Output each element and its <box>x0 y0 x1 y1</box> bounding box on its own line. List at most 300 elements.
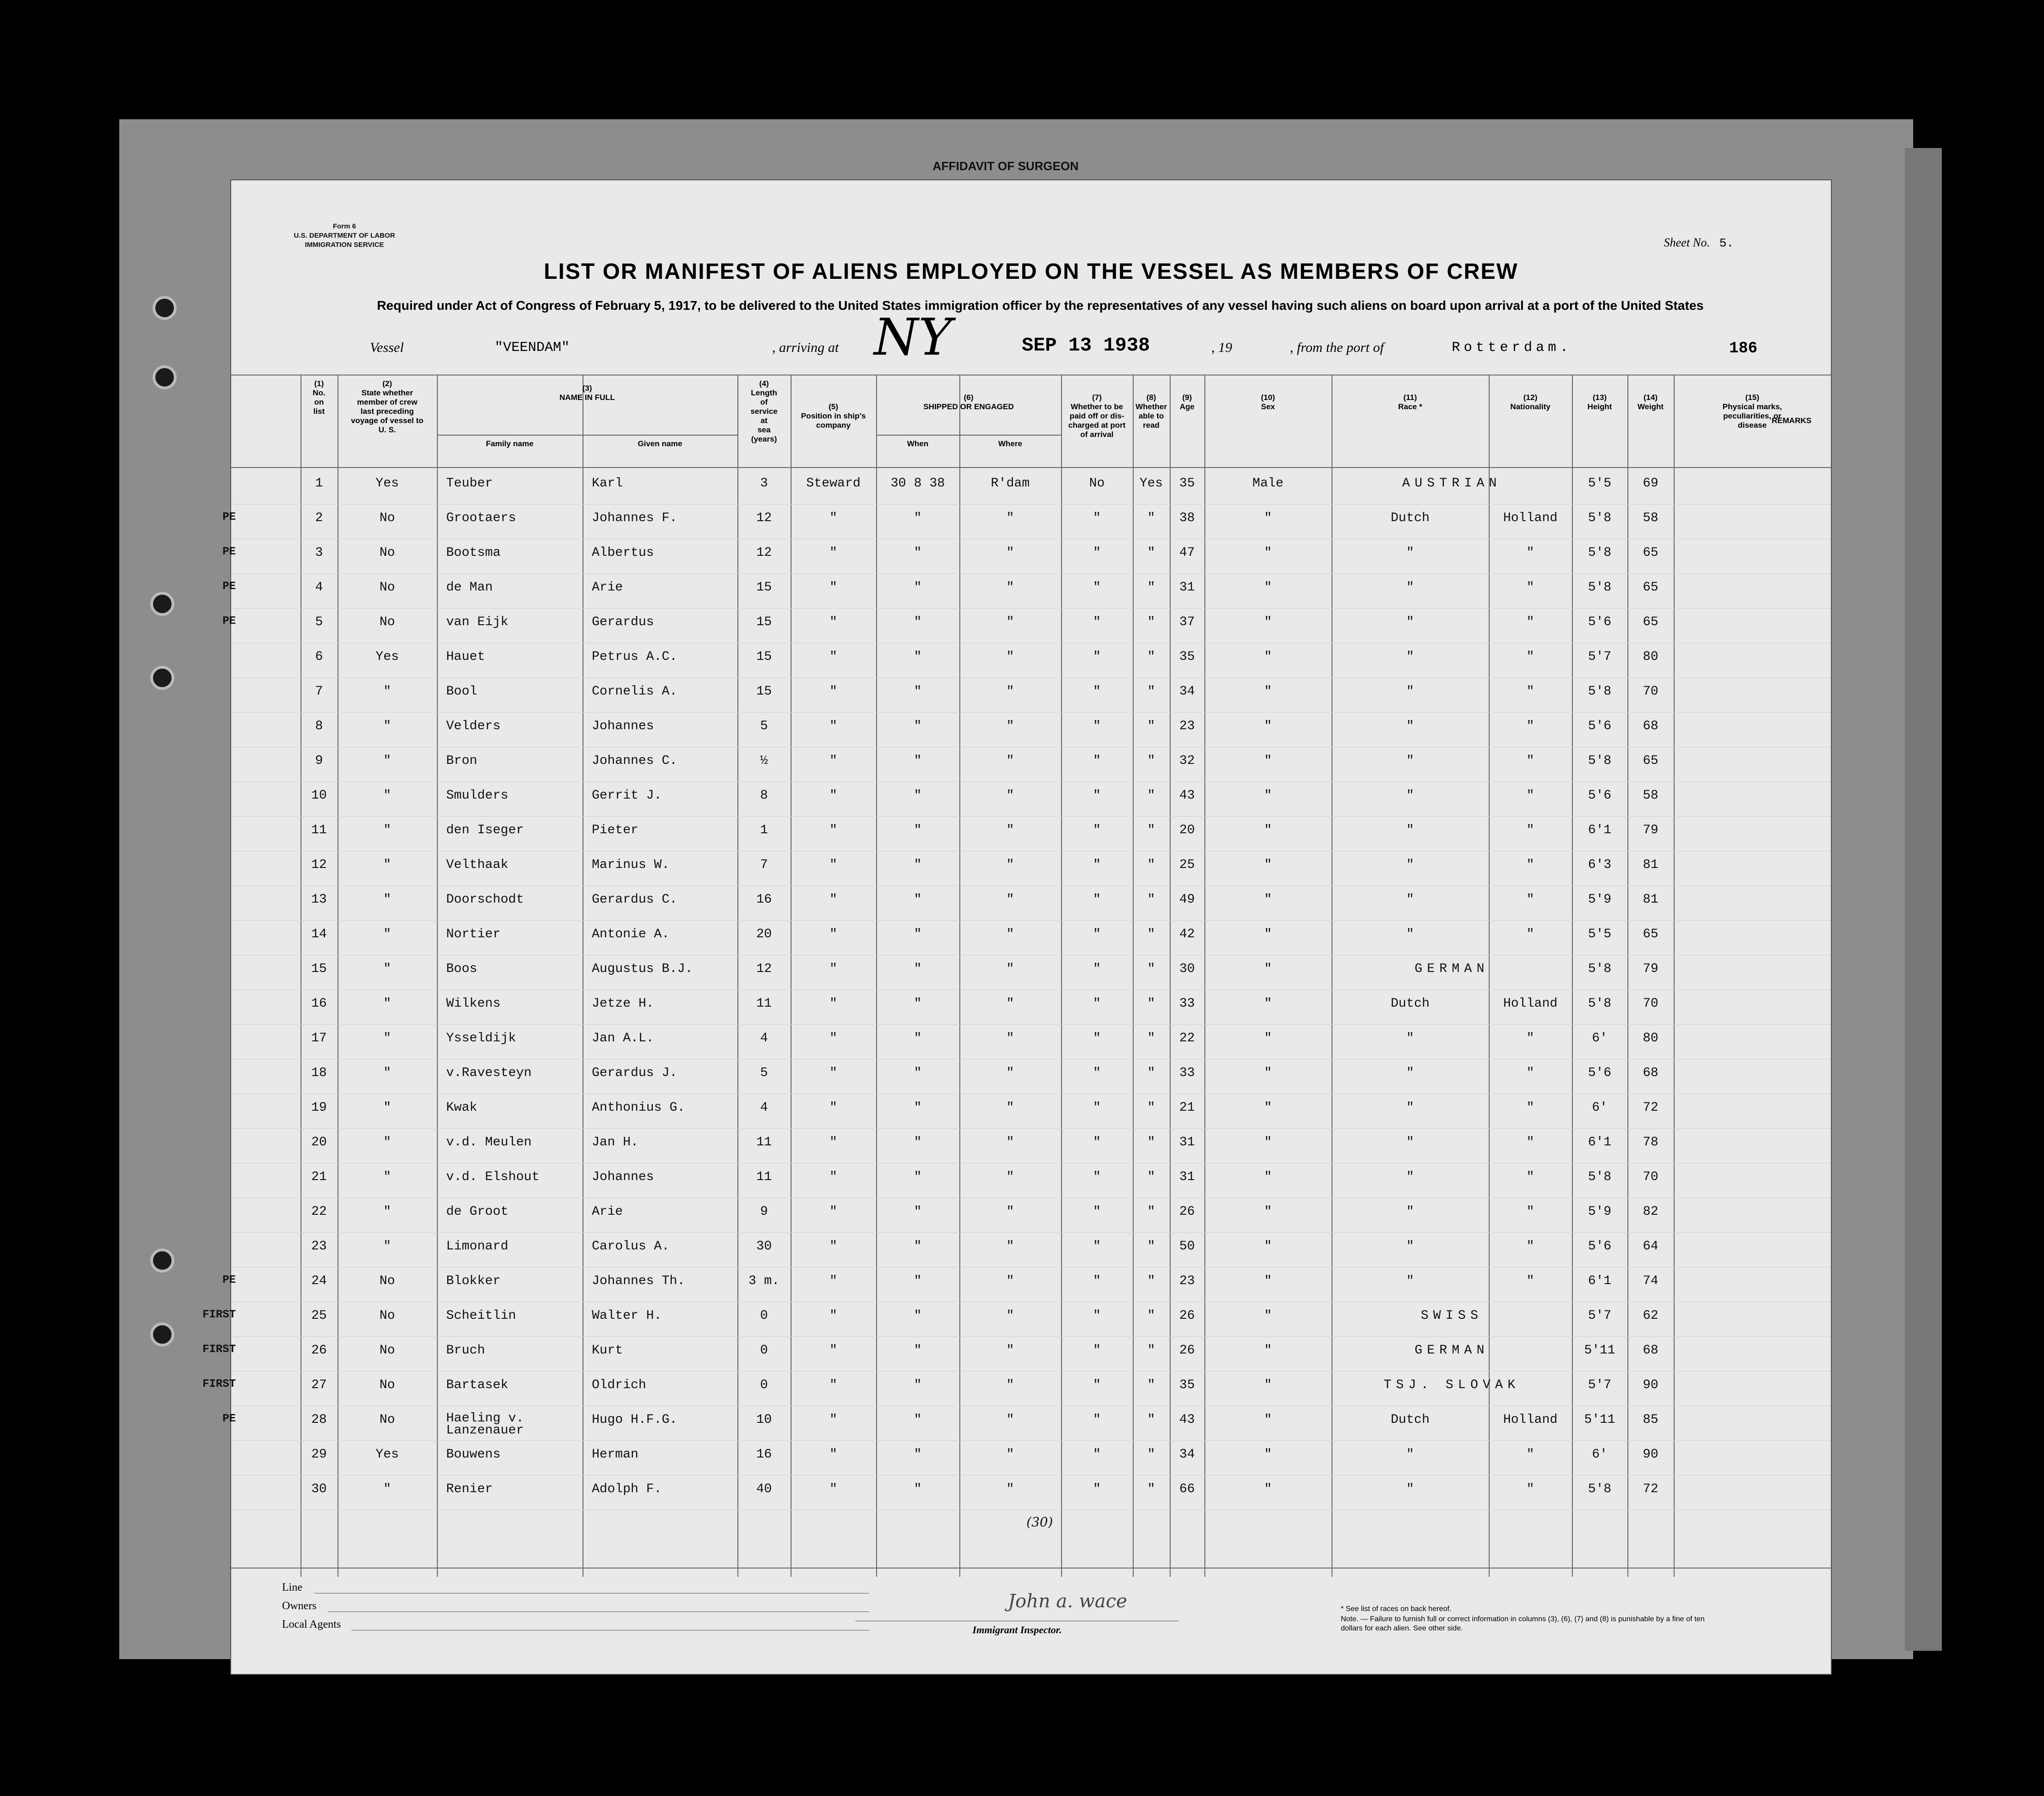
cell-weight: 65 <box>1643 754 1658 768</box>
cell-service: 11 <box>756 1135 772 1150</box>
cell-family: v.d. Meulen <box>446 1135 532 1150</box>
cell-no: 28 <box>311 1413 327 1427</box>
cell-given: Gerardus J. <box>592 1066 677 1080</box>
cell-paid: " <box>1093 1274 1101 1288</box>
cell-when: " <box>914 1309 922 1323</box>
cell-nat: " <box>1526 1066 1535 1080</box>
cell-race: " <box>1406 1239 1414 1254</box>
cell-when: " <box>914 650 922 664</box>
cell-weight: 80 <box>1643 1031 1658 1046</box>
cell-service: 12 <box>756 962 772 976</box>
cell-no: 26 <box>311 1343 327 1358</box>
cell-race: GERMAN <box>1414 1343 1489 1358</box>
cell-position: " <box>829 1378 837 1392</box>
cell-when: " <box>914 858 922 872</box>
cell-age: 26 <box>1179 1205 1195 1219</box>
cell-when: " <box>914 1378 922 1392</box>
crew-table <box>202 375 1831 1748</box>
cell-sex: " <box>1264 1205 1272 1219</box>
cell-height: 5'8 <box>1588 962 1612 976</box>
cell-given: Carolus A. <box>592 1239 670 1254</box>
cell-position: " <box>829 1482 837 1496</box>
cell-age: 31 <box>1179 580 1195 595</box>
cell-mark: PE <box>222 1413 236 1425</box>
cell-position: " <box>829 719 837 733</box>
cell-read: " <box>1147 1135 1155 1150</box>
cell-paid: " <box>1093 1447 1101 1462</box>
cell-height: 5'5 <box>1588 476 1612 491</box>
cell-nat: " <box>1526 1031 1535 1046</box>
cell-given: Gerardus C. <box>592 892 677 907</box>
cell-position: " <box>829 962 837 976</box>
cell-age: 33 <box>1179 1066 1195 1080</box>
cell-family: de Groot <box>446 1205 509 1219</box>
cell-mark: PE <box>222 580 236 593</box>
cell-height: 5'6 <box>1588 615 1612 629</box>
cell-family: Ysseldijk <box>446 1031 516 1046</box>
cell-when: " <box>914 1066 922 1080</box>
cell-read: " <box>1147 1101 1155 1115</box>
column-divider <box>437 375 438 1577</box>
column-divider <box>1674 375 1675 1577</box>
cell-position: " <box>829 1447 837 1462</box>
cell-age: 35 <box>1179 650 1195 664</box>
cell-service: 0 <box>760 1343 768 1358</box>
cell-position: " <box>829 1239 837 1254</box>
cell-sex: " <box>1264 719 1272 733</box>
cell-no: 15 <box>311 962 327 976</box>
page-subtitle: Required under Act of Congress of February 5, 1917, to be delivered to the United States immigration officer by the representatives of any vessel having such aliens on board upon arrival at a port of the United States <box>377 298 1704 313</box>
cell-height: 5'5 <box>1588 927 1612 941</box>
cell-given: Johannes <box>592 1170 654 1184</box>
arriving-label: , arriving at <box>772 340 839 355</box>
cell-service: 15 <box>756 580 772 595</box>
cell-sex: " <box>1264 1031 1272 1046</box>
cell-read: " <box>1147 1170 1155 1184</box>
cell-mark: FIRST <box>202 1309 236 1321</box>
cell-read: " <box>1147 823 1155 837</box>
header-c6: (6) SHIPPED OR ENGAGED <box>923 393 1014 411</box>
cell-sex: " <box>1264 684 1272 699</box>
cell-given: Karl <box>592 476 623 491</box>
cell-nat: " <box>1526 684 1535 699</box>
cell-no: 20 <box>311 1135 327 1150</box>
cell-position: " <box>829 754 837 768</box>
cell-position: " <box>829 546 837 560</box>
cell-where: R'dam <box>990 476 1030 491</box>
cell-no: 23 <box>311 1239 327 1254</box>
cell-family: Blokker <box>446 1274 501 1288</box>
header-c14: (14) Weight <box>1637 393 1664 411</box>
cell-service: 3 <box>760 476 768 491</box>
cell-age: 30 <box>1179 962 1195 976</box>
cell-family: Bruch <box>446 1343 485 1358</box>
cell-when: " <box>914 1413 922 1427</box>
cell-family: Bron <box>446 754 478 768</box>
cell-height: 5'11 <box>1584 1343 1615 1358</box>
cell-nat: " <box>1526 1135 1535 1150</box>
cell-where: " <box>1006 1239 1014 1254</box>
cell-no: 5 <box>315 615 323 629</box>
cell-paid: No <box>1089 476 1105 491</box>
cell-sex: " <box>1264 580 1272 595</box>
cell-age: 43 <box>1179 1413 1195 1427</box>
cell-height: 5'7 <box>1588 1378 1612 1392</box>
cell-nat: " <box>1526 719 1535 733</box>
header-c5: (5) Position in ship's company <box>801 402 866 430</box>
cell-read: " <box>1147 1378 1155 1392</box>
cell-nat: " <box>1526 754 1535 768</box>
form-header <box>273 222 416 250</box>
cell-weight: 72 <box>1643 1482 1658 1496</box>
from-port: Rotterdam. <box>1452 340 1572 356</box>
row-rule <box>231 1232 1831 1233</box>
cell-given: Anthonius G. <box>592 1101 685 1115</box>
cell-weight: 70 <box>1643 684 1658 699</box>
cell-prev: " <box>383 823 391 837</box>
cell-prev: " <box>383 1239 391 1254</box>
cell-family: Scheitlin <box>446 1309 516 1323</box>
row-rule <box>231 920 1831 921</box>
cell-where: " <box>1006 754 1014 768</box>
cell-mark: PE <box>222 511 236 523</box>
cell-when: " <box>914 719 922 733</box>
cell-paid: " <box>1093 754 1101 768</box>
cell-sex: " <box>1264 858 1272 872</box>
cell-family: v.d. Elshout <box>446 1170 540 1184</box>
cell-paid: " <box>1093 1378 1101 1392</box>
cell-sex: " <box>1264 1343 1272 1358</box>
cell-nat: " <box>1526 1101 1535 1115</box>
cell-family: Wilkens <box>446 996 501 1011</box>
cell-where: " <box>1006 858 1014 872</box>
cell-nat: " <box>1526 1447 1535 1462</box>
cell-prev: No <box>379 1378 395 1392</box>
cell-no: 7 <box>315 684 323 699</box>
cell-read: " <box>1147 615 1155 629</box>
cell-paid: " <box>1093 684 1101 699</box>
backing-sheet-edge <box>1905 148 1942 1651</box>
cell-age: 42 <box>1179 927 1195 941</box>
cell-service: 30 <box>756 1239 772 1254</box>
cell-service: 16 <box>756 1447 772 1462</box>
cell-prev: No <box>379 1274 395 1288</box>
service-name: IMMIGRATION SERVICE <box>305 241 384 249</box>
cell-position: " <box>829 1066 837 1080</box>
cell-height: 5'9 <box>1588 892 1612 907</box>
cell-race: " <box>1406 719 1414 733</box>
vessel-label: Vessel <box>370 340 404 355</box>
cell-height: 6'1 <box>1588 823 1612 837</box>
cell-when: 30 8 38 <box>890 476 945 491</box>
cell-family: Nortier <box>446 927 501 941</box>
header-c10: (10) Sex <box>1261 393 1275 411</box>
year-label: , 19 <box>1211 340 1232 355</box>
cell-height: 5'6 <box>1588 788 1612 803</box>
cell-when: " <box>914 1239 922 1254</box>
cell-service: 4 <box>760 1101 768 1115</box>
cell-paid: " <box>1093 1205 1101 1219</box>
cell-when: " <box>914 962 922 976</box>
cell-read: " <box>1147 1482 1155 1496</box>
cell-where: " <box>1006 1482 1014 1496</box>
sheet-value: 5. <box>1719 236 1734 250</box>
cell-height: 5'8 <box>1588 1170 1612 1184</box>
cell-age: 21 <box>1179 1101 1195 1115</box>
cell-read: " <box>1147 546 1155 560</box>
owners-field <box>328 1611 869 1612</box>
cell-height: 6' <box>1592 1447 1608 1462</box>
cell-given: Arie <box>592 580 623 595</box>
cell-prev: No <box>379 511 395 525</box>
cell-prev: " <box>383 684 391 699</box>
cell-prev: " <box>383 996 391 1011</box>
cell-mark: FIRST <box>202 1378 236 1390</box>
cell-height: 5'8 <box>1588 1482 1612 1496</box>
cell-nat: " <box>1526 650 1535 664</box>
cell-position: " <box>829 684 837 699</box>
cell-read: " <box>1147 962 1155 976</box>
cell-read: " <box>1147 858 1155 872</box>
cell-service: 8 <box>760 788 768 803</box>
cell-service: 3 m. <box>748 1274 780 1288</box>
cell-where: " <box>1006 996 1014 1011</box>
cell-weight: 65 <box>1643 580 1658 595</box>
cell-paid: " <box>1093 892 1101 907</box>
cell-prev: " <box>383 927 391 941</box>
cell-sex: " <box>1264 1239 1272 1254</box>
cell-read: " <box>1147 892 1155 907</box>
cell-where: " <box>1006 962 1014 976</box>
cell-weight: 68 <box>1643 1343 1658 1358</box>
cell-given: Albertus <box>592 546 654 560</box>
cell-service: 1 <box>760 823 768 837</box>
cell-read: " <box>1147 1274 1155 1288</box>
arrival-date-stamp: SEP 13 1938 <box>1022 334 1150 357</box>
cell-no: 22 <box>311 1205 327 1219</box>
cell-read: " <box>1147 684 1155 699</box>
races-note: * See list of races on back hereof. <box>1341 1605 1452 1613</box>
cell-age: 25 <box>1179 858 1195 872</box>
cell-given: Petrus A.C. <box>592 650 677 664</box>
cell-nat: Holland <box>1503 511 1558 525</box>
cell-sex: " <box>1264 788 1272 803</box>
cell-no: 27 <box>311 1378 327 1392</box>
cell-family: Bootsma <box>446 546 501 560</box>
cell-paid: " <box>1093 511 1101 525</box>
cell-nat: " <box>1526 823 1535 837</box>
cell-height: 5'8 <box>1588 684 1612 699</box>
cell-race: " <box>1406 927 1414 941</box>
cell-weight: 90 <box>1643 1378 1658 1392</box>
cell-weight: 74 <box>1643 1274 1658 1288</box>
cell-paid: " <box>1093 1135 1101 1150</box>
cell-prev: " <box>383 1101 391 1115</box>
cell-race: TSJ. SLOVAK <box>1383 1378 1520 1392</box>
cell-position: " <box>829 1031 837 1046</box>
cell-where: " <box>1006 1378 1014 1392</box>
cell-read: " <box>1147 1343 1155 1358</box>
cell-read: " <box>1147 1066 1155 1080</box>
header-c3: (3) NAME IN FULL <box>559 384 615 402</box>
header-c15: (15) Physical marks, peculiarities, or disease <box>1722 393 1782 430</box>
cell-family: Velders <box>446 719 501 733</box>
cell-race: " <box>1406 1031 1414 1046</box>
cell-given: Jan A.L. <box>592 1031 654 1046</box>
page-title: LIST OR MANIFEST OF ALIENS EMPLOYED ON THE VESSEL AS MEMBERS OF CREW <box>544 259 1518 284</box>
cell-sex: " <box>1264 962 1272 976</box>
cell-mark: FIRST <box>202 1343 236 1356</box>
header-c1: (1) No. on list <box>313 379 325 416</box>
cell-paid: " <box>1093 1066 1101 1080</box>
cell-prev: " <box>383 719 391 733</box>
cell-family: Teuber <box>446 476 493 491</box>
cell-no: 4 <box>315 580 323 595</box>
cell-weight: 80 <box>1643 650 1658 664</box>
vessel-name: "VEENDAM" <box>495 340 570 356</box>
cell-race: " <box>1406 546 1414 560</box>
cell-where: " <box>1006 684 1014 699</box>
cell-position: " <box>829 1205 837 1219</box>
cell-sex: " <box>1264 1482 1272 1496</box>
cell-read: " <box>1147 719 1155 733</box>
cell-service: 11 <box>756 1170 772 1184</box>
cell-service: 7 <box>760 858 768 872</box>
cell-when: " <box>914 1482 922 1496</box>
row-rule <box>231 1371 1831 1372</box>
cell-sex: " <box>1264 546 1272 560</box>
cell-family: Bouwens <box>446 1447 501 1462</box>
cell-height: 5'7 <box>1588 650 1612 664</box>
cell-prev: " <box>383 1205 391 1219</box>
cell-where: " <box>1006 1309 1014 1323</box>
cell-paid: " <box>1093 615 1101 629</box>
cell-age: 32 <box>1179 754 1195 768</box>
cell-paid: " <box>1093 927 1101 941</box>
cell-given: Johannes Th. <box>592 1274 685 1288</box>
cell-weight: 68 <box>1643 719 1658 733</box>
cell-family: Grootaers <box>446 511 516 525</box>
cell-no: 8 <box>315 719 323 733</box>
cell-race: " <box>1406 1205 1414 1219</box>
cell-position: " <box>829 650 837 664</box>
cell-height: 5'8 <box>1588 996 1612 1011</box>
arrival-port: NY <box>874 308 952 367</box>
cell-read: " <box>1147 650 1155 664</box>
cell-family: Velthaak <box>446 858 509 872</box>
cell-where: " <box>1006 1447 1014 1462</box>
cell-sex: " <box>1264 1378 1272 1392</box>
cell-when: " <box>914 1101 922 1115</box>
cell-given: Hugo H.F.G. <box>592 1413 677 1427</box>
cell-race: " <box>1406 1101 1414 1115</box>
cell-race: Dutch <box>1390 511 1430 525</box>
cell-where: " <box>1006 823 1014 837</box>
line-label: Line <box>282 1581 302 1593</box>
cell-age: 26 <box>1179 1309 1195 1323</box>
cell-prev: No <box>379 580 395 595</box>
cell-prev: No <box>379 1413 395 1427</box>
cell-family: Kwak <box>446 1101 478 1115</box>
cell-height: 5'11 <box>1584 1413 1615 1427</box>
cell-where: " <box>1006 546 1014 560</box>
cell-race: " <box>1406 788 1414 803</box>
cell-family: Boos <box>446 962 478 976</box>
cell-family: Renier <box>446 1482 493 1496</box>
cell-position: " <box>829 1170 837 1184</box>
cell-read: " <box>1147 996 1155 1011</box>
header-c9: (9) Age <box>1179 393 1195 411</box>
cell-race: GERMAN <box>1414 962 1489 976</box>
inspector-signature: John a. wace <box>1008 1591 1127 1612</box>
cell-paid: " <box>1093 1170 1101 1184</box>
cell-nat: " <box>1526 788 1535 803</box>
cell-sex: " <box>1264 1066 1272 1080</box>
cell-age: 43 <box>1179 788 1195 803</box>
cell-where: " <box>1006 1031 1014 1046</box>
cell-given: Walter H. <box>592 1309 662 1323</box>
cell-paid: " <box>1093 1309 1101 1323</box>
cell-age: 22 <box>1179 1031 1195 1046</box>
cell-nat: " <box>1526 1482 1535 1496</box>
header-c6b: Where <box>998 439 1022 448</box>
header-c8: (8) Whether able to read <box>1136 393 1167 430</box>
cell-nat: " <box>1526 1239 1535 1254</box>
cell-sex: " <box>1264 892 1272 907</box>
cell-age: 50 <box>1179 1239 1195 1254</box>
row-rule <box>231 1336 1831 1337</box>
cell-when: " <box>914 1205 922 1219</box>
cell-read: " <box>1147 1239 1155 1254</box>
cell-prev: No <box>379 546 395 560</box>
cell-nat: " <box>1526 1170 1535 1184</box>
cell-service: 10 <box>756 1413 772 1427</box>
penalty-note: Note. — Failure to furnish full or correct information in columns (3), (6), (7) and (8) is punishable by a fine of ten dollars for each alien. See other side. <box>1341 1615 1705 1632</box>
cell-family: den Iseger <box>446 823 524 837</box>
cell-position: " <box>829 858 837 872</box>
cell-nat: Holland <box>1503 996 1558 1011</box>
cell-family: Haeling v. Lanzenauer <box>446 1411 524 1438</box>
cell-height: 6'1 <box>1588 1274 1612 1288</box>
cell-read: " <box>1147 580 1155 595</box>
cell-race: Dutch <box>1390 1413 1430 1427</box>
cell-height: 5'8 <box>1588 580 1612 595</box>
cell-height: 5'6 <box>1588 1066 1612 1080</box>
header-c13: (13) Height <box>1587 393 1612 411</box>
cell-where: " <box>1006 1135 1014 1150</box>
cell-weight: 70 <box>1643 1170 1658 1184</box>
cell-given: Johannes C. <box>592 754 677 768</box>
cell-family: Bartasek <box>446 1378 509 1392</box>
cell-race: " <box>1406 650 1414 664</box>
cell-no: 9 <box>315 754 323 768</box>
punch-hole <box>150 666 174 690</box>
cell-sex: " <box>1264 1101 1272 1115</box>
cell-height: 5'9 <box>1588 1205 1612 1219</box>
cell-no: 25 <box>311 1309 327 1323</box>
cell-race: " <box>1406 858 1414 872</box>
cell-service: 5 <box>760 719 768 733</box>
cell-race: " <box>1406 1135 1414 1150</box>
cell-position: " <box>829 927 837 941</box>
cell-weight: 69 <box>1643 476 1658 491</box>
cell-position: " <box>829 511 837 525</box>
cell-family: Smulders <box>446 788 509 803</box>
cell-when: " <box>914 511 922 525</box>
header-c6a: When <box>907 439 929 448</box>
cell-age: 31 <box>1179 1170 1195 1184</box>
cell-service: 4 <box>760 1031 768 1046</box>
